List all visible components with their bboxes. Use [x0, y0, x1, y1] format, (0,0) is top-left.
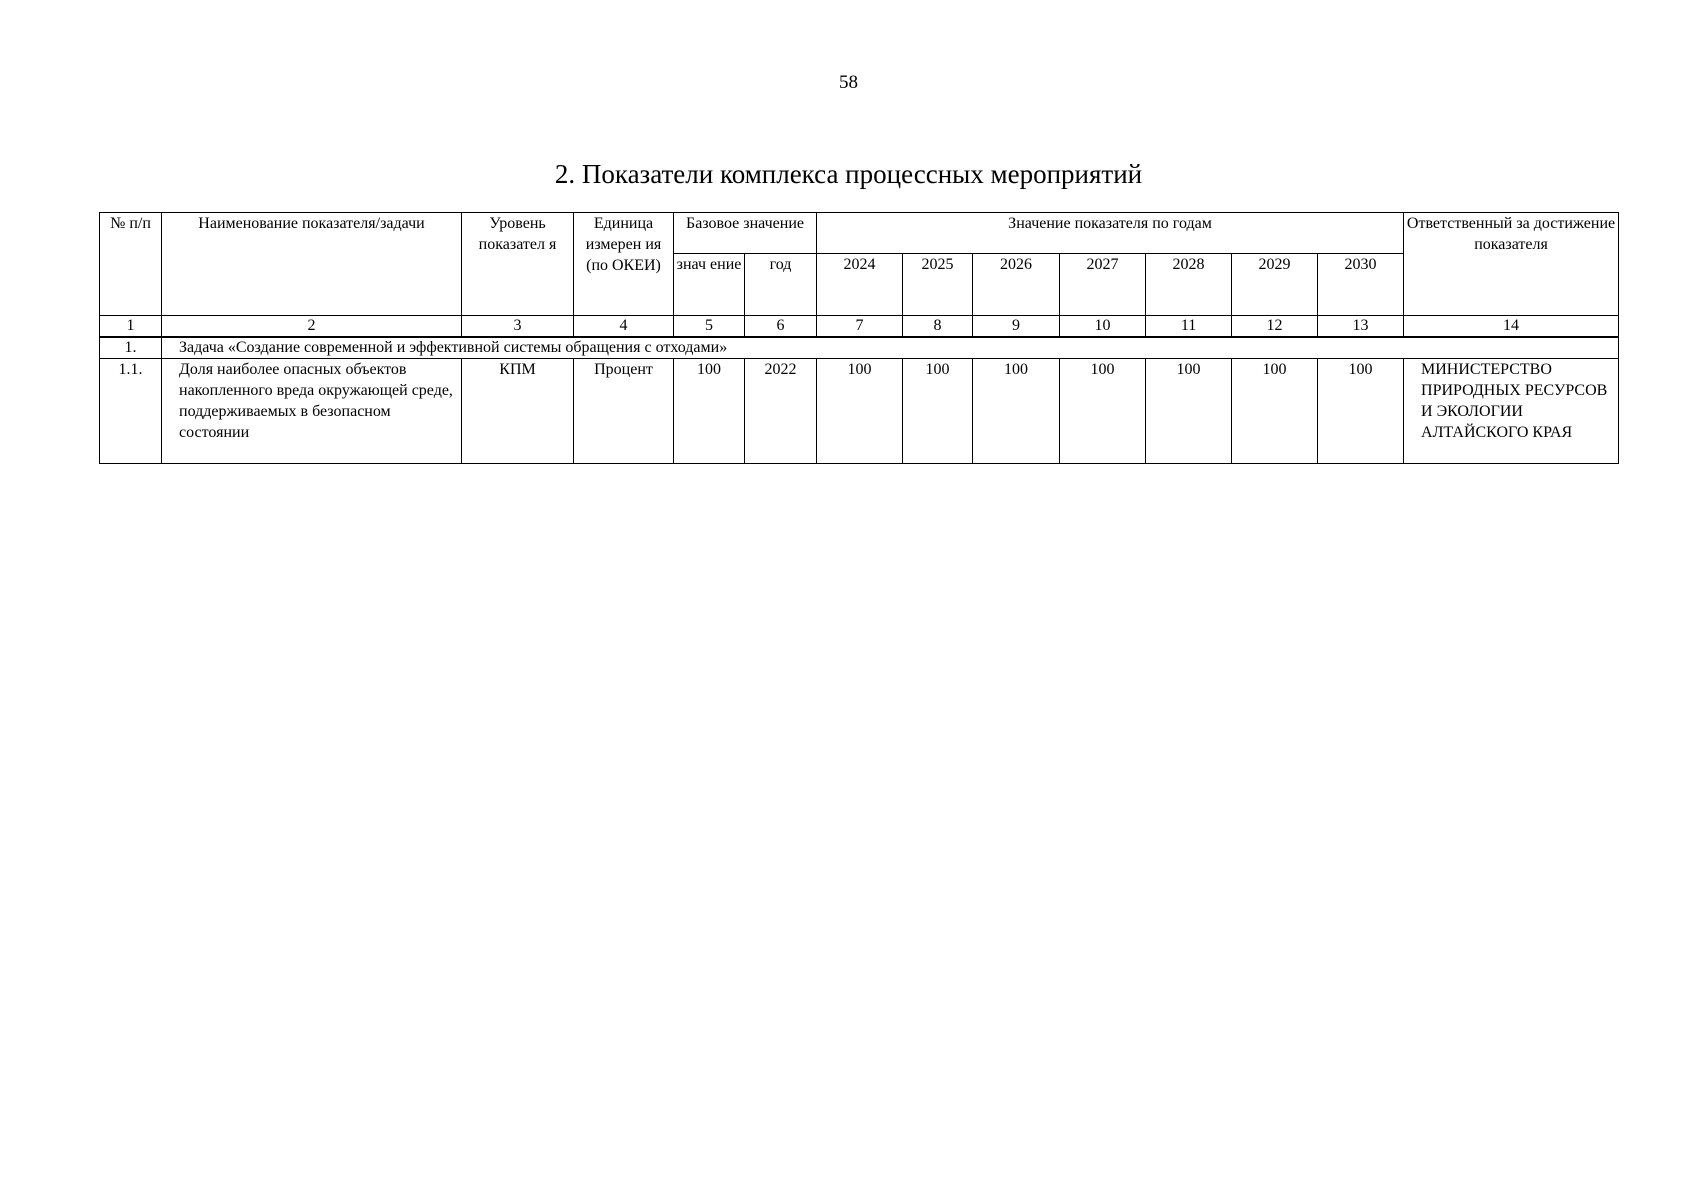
header-year-2029: 2029	[1232, 254, 1318, 316]
column-number: 8	[903, 316, 973, 338]
row-value-2026: 100	[973, 359, 1060, 464]
row-value-2030: 100	[1318, 359, 1404, 464]
header-base-value: знач ение	[674, 254, 745, 316]
column-number: 9	[973, 316, 1060, 338]
table-row	[100, 359, 1619, 464]
indicators-table	[99, 212, 1619, 464]
row-responsible: МИНИСТЕРСТВО ПРИРОДНЫХ РЕСУРСОВ И ЭКОЛОГИИ АЛТАЙСКОГО КРАЯ	[1404, 359, 1619, 464]
row-value-2028: 100	[1146, 359, 1232, 464]
header-base: Базовое значение	[674, 213, 817, 254]
page-number: 58	[839, 72, 858, 93]
page-title: 2. Показатели комплекса процессных мероприятий	[554, 159, 1143, 189]
column-number: 14	[1404, 316, 1619, 338]
column-number: 12	[1232, 316, 1318, 338]
header-base-year: год	[745, 254, 817, 316]
header-unit: Единица измерен ия (по ОКЕИ)	[574, 213, 674, 316]
row-unit: Процент	[574, 359, 674, 464]
row-value-2029: 100	[1232, 359, 1318, 464]
column-number: 11	[1146, 316, 1232, 338]
header-name: Наименование показателя/задачи	[162, 213, 462, 316]
row-value-2024: 100	[817, 359, 903, 464]
task-row	[100, 337, 1619, 359]
header-num: № п/п	[100, 213, 162, 316]
header-year-2024: 2024	[817, 254, 903, 316]
header-responsible: Ответственный за достижение показателя	[1404, 213, 1619, 316]
column-number: 6	[745, 316, 817, 338]
column-number: 4	[574, 316, 674, 338]
row-base-year: 2022	[745, 359, 817, 464]
column-number: 1	[100, 316, 162, 338]
header-year-2025: 2025	[903, 254, 973, 316]
column-number: 13	[1318, 316, 1404, 338]
header-year-2026: 2026	[973, 254, 1060, 316]
column-number: 7	[817, 316, 903, 338]
header-row	[100, 213, 1619, 254]
column-number: 10	[1060, 316, 1146, 338]
row-value-2025: 100	[903, 359, 973, 464]
header-year-2027: 2027	[1060, 254, 1146, 316]
task-num: 1.	[100, 337, 162, 359]
header-years-group: Значение показателя по годам	[817, 213, 1404, 254]
column-number: 3	[462, 316, 574, 338]
column-number-row	[100, 316, 1619, 338]
column-number: 5	[674, 316, 745, 338]
row-name: Доля наиболее опасных объектов накопленного вреда окружающей среде, поддерживаемых в безопасном состоянии	[162, 359, 462, 464]
column-number: 2	[162, 316, 462, 338]
row-base-value: 100	[674, 359, 745, 464]
header-year-2030: 2030	[1318, 254, 1404, 316]
header-level: Уровень показател я	[462, 213, 574, 316]
row-level: КПМ	[462, 359, 574, 464]
header-year-2028: 2028	[1146, 254, 1232, 316]
row-num: 1.1.	[100, 359, 162, 464]
row-value-2027: 100	[1060, 359, 1146, 464]
task-text: Задача «Создание современной и эффективной системы обращения с отходами»	[162, 337, 1619, 359]
